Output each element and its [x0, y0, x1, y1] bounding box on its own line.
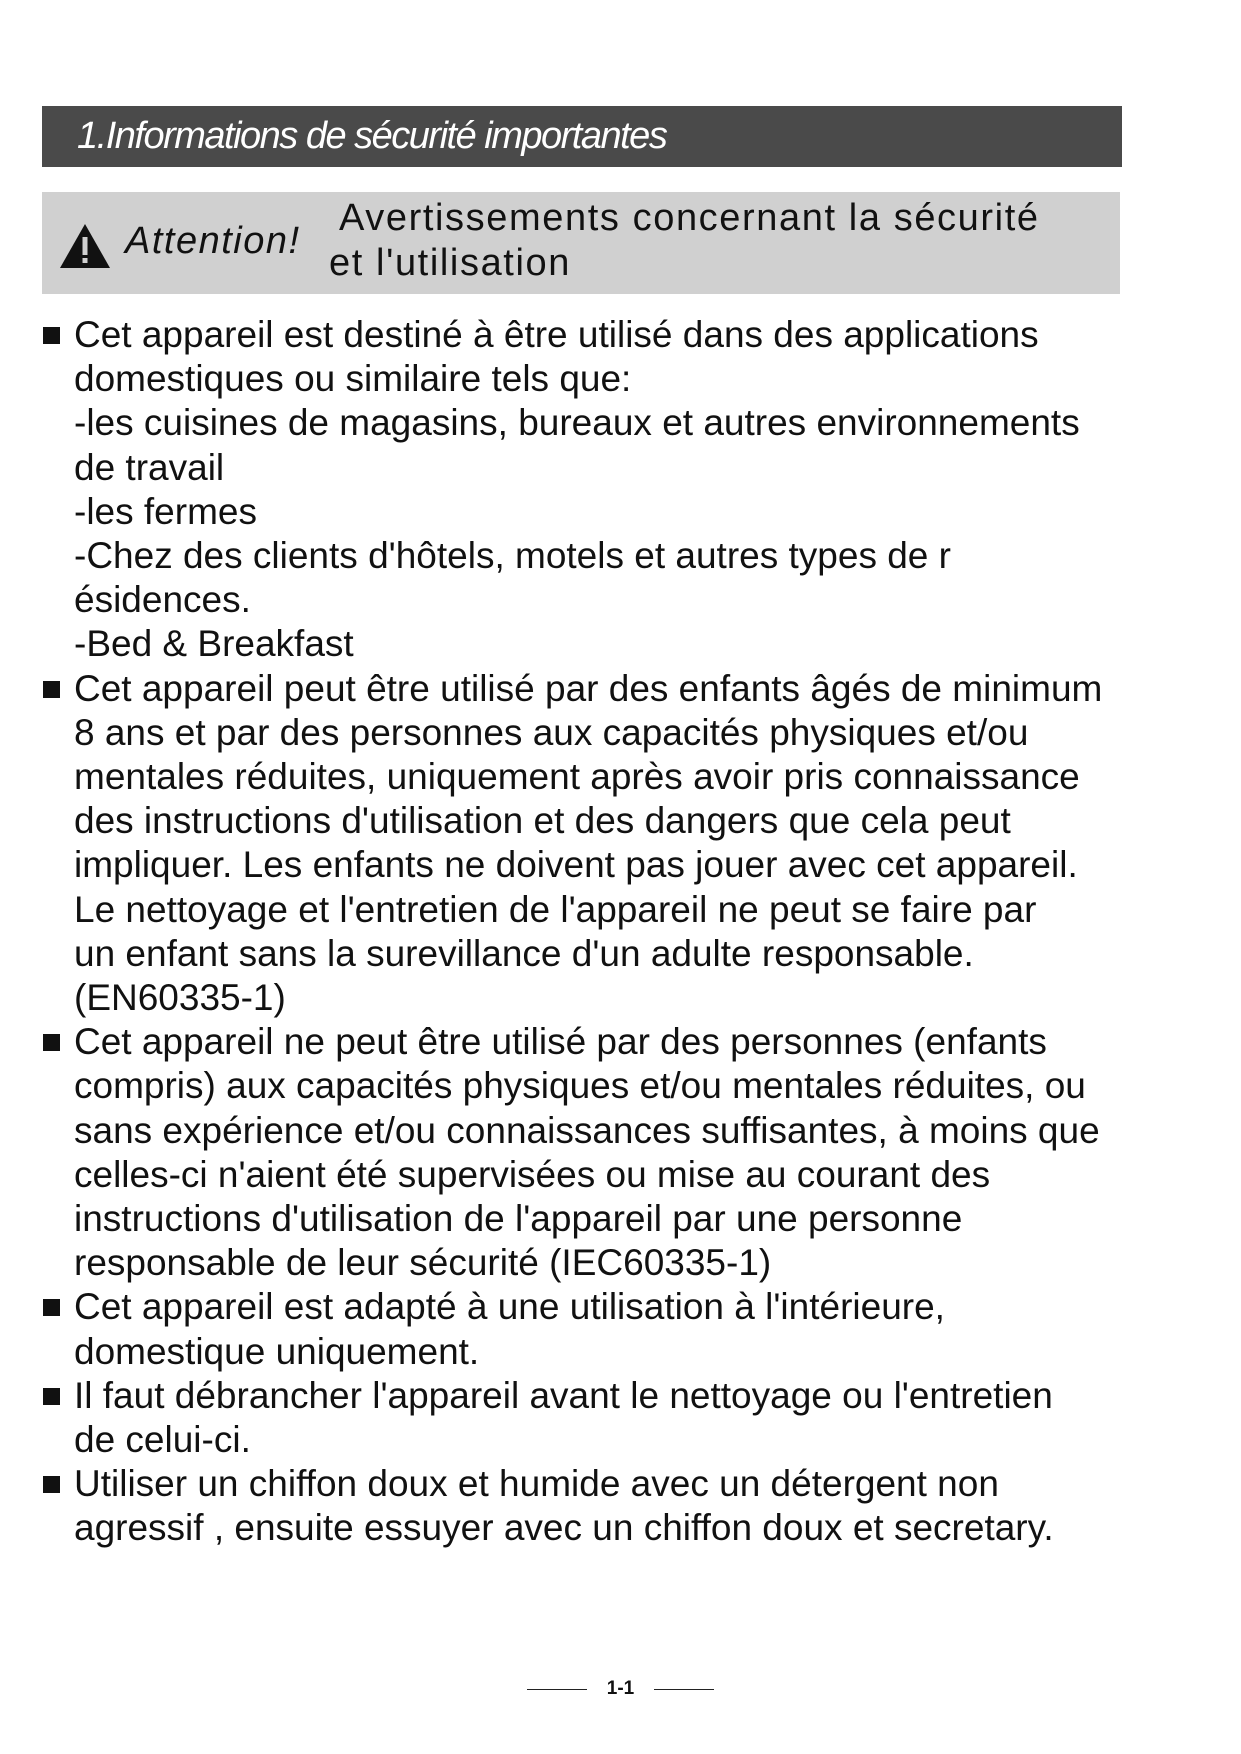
- item-line: de celui-ci.: [74, 1419, 251, 1461]
- square-bullet-icon: [43, 1034, 60, 1051]
- warning-triangle-icon: [58, 222, 112, 270]
- list-item: [42, 1462, 1192, 1550]
- square-bullet-icon: [43, 327, 60, 344]
- square-bullet-icon: [43, 681, 60, 698]
- item-line: domestiques ou similaire tels que:: [74, 358, 632, 400]
- attention-heading-line-1: Avertissements concernant la sécurité: [339, 197, 1040, 239]
- section-title: 1.Informations de sécurité importantes: [77, 115, 667, 157]
- item-line: 8 ans et par des personnes aux capacités physiques et/ou: [74, 711, 1029, 753]
- item-line: -les cuisines de magasins, bureaux et autres environnements: [74, 402, 1080, 444]
- item-line: Il faut débrancher l'appareil avant le nettoyage ou l'entretien: [74, 1374, 1053, 1416]
- item-line: impliquer. Les enfants ne doivent pas jouer avec cet appareil.: [74, 844, 1078, 886]
- page-footer: [0, 1678, 1241, 1700]
- item-line: instructions d'utilisation de l'appareil par une personne: [74, 1198, 963, 1240]
- item-line: des instructions d'utilisation et des dangers que cela peut: [74, 800, 1011, 842]
- footer-rule-right: [654, 1689, 714, 1690]
- item-line: Cet appareil est destiné à être utilisé dans des applications: [74, 314, 1039, 355]
- item-line: -Chez des clients d'hôtels, motels et autres types de r: [74, 535, 951, 577]
- square-bullet-icon: [43, 1476, 60, 1493]
- page-number: 1-1: [606, 1678, 635, 1699]
- item-line: (EN60335-1): [74, 977, 286, 1019]
- list-item: [42, 1020, 1192, 1285]
- item-line: Cet appareil peut être utilisé par des enfants âgés de minimum: [74, 667, 1103, 709]
- item-line: -Bed & Breakfast: [74, 623, 354, 665]
- item-line: mentales réduites, uniquement après avoir pris connaissance: [74, 756, 1080, 798]
- safety-instructions-list: [42, 313, 1192, 1551]
- list-item: [42, 313, 1192, 667]
- item-line: domestique uniquement.: [74, 1330, 480, 1372]
- item-line: sans expérience et/ou connaissances suffisantes, à moins que: [74, 1109, 1100, 1151]
- item-line: un enfant sans la surevillance d'un adulte responsable.: [74, 932, 974, 974]
- item-line: -les fermes: [74, 490, 257, 532]
- attention-heading-line-2: et l'utilisation: [329, 242, 571, 284]
- section-title-bar: [42, 106, 1122, 167]
- item-line: Utiliser un chiffon doux et humide avec un détergent non: [74, 1463, 999, 1505]
- attention-box: [42, 192, 1120, 294]
- item-line: celles-ci n'aient été supervisées ou mise au courant des: [74, 1153, 991, 1195]
- square-bullet-icon: [43, 1388, 60, 1405]
- square-bullet-icon: [43, 1299, 60, 1316]
- item-line: responsable de leur sécurité (IEC60335-1): [74, 1242, 772, 1284]
- list-item: [42, 667, 1192, 1021]
- attention-label: Attention!: [125, 220, 301, 262]
- item-line: de travail: [74, 446, 225, 488]
- item-line: compris) aux capacités physiques et/ou mentales réduites, ou: [74, 1065, 1086, 1107]
- list-item: [42, 1374, 1192, 1462]
- footer-rule-left: [527, 1689, 587, 1690]
- item-line: Le nettoyage et l'entretien de l'appareil ne peut se faire par: [74, 888, 1037, 930]
- item-line: ésidences.: [74, 579, 251, 621]
- list-item: [42, 1285, 1192, 1373]
- item-line: Cet appareil ne peut être utilisé par des personnes (enfants: [74, 1021, 1047, 1063]
- item-line: Cet appareil est adapté à une utilisation à l'intérieure,: [74, 1286, 945, 1328]
- item-line: agressif , ensuite essuyer avec un chiffon doux et secretary.: [74, 1507, 1054, 1549]
